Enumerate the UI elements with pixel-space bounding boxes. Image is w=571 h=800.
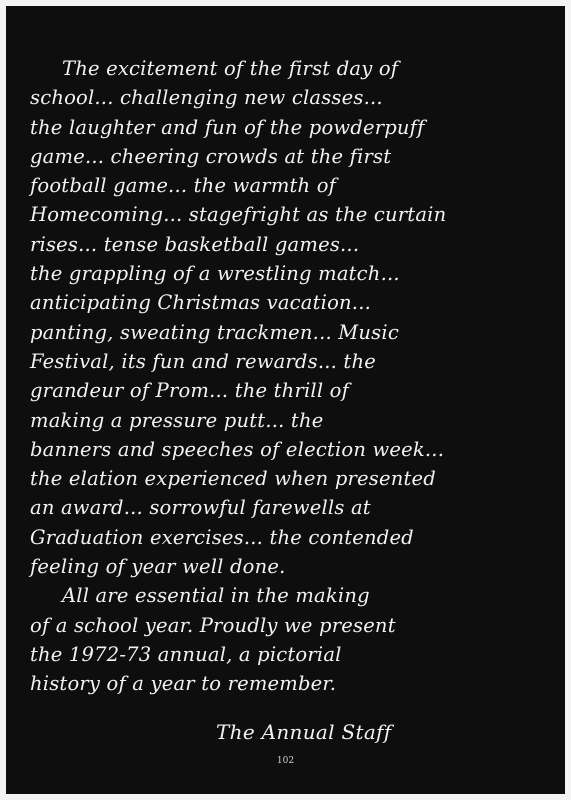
letter-line: feeling of year well done. [30,555,286,579]
letter-line: All are essential in the making [62,584,370,608]
letter-line: making a pressure putt... the [30,408,324,432]
chalkboard-background [6,6,565,794]
letter-line: Graduation exercises... the contended [30,525,414,549]
letter-line: an award... sorrowful farewells at [30,496,371,520]
signature: The Annual Staff [216,720,392,744]
letter-line: Festival, its fun and rewards... the [30,349,376,373]
letter-line: game... cheering crowds at the first [30,144,392,168]
letter-line: grandeur of Prom... the thrill of [30,379,350,403]
letter-line: Homecoming... stagefright as the curtain [30,203,447,227]
letter-line: the laughter and fun of the powderpuff [30,115,425,139]
letter-line: The excitement of the first day of [62,57,399,80]
handwritten-letter [30,54,545,699]
letter-line: football game... the warmth of [30,174,337,198]
letter-line: of a school year. Proudly we present [30,613,396,637]
letter-line: rises... tense basketball games... [30,232,360,256]
letter-line: anticipating Christmas vacation... [30,291,371,315]
letter-line: the 1972-73 annual, a pictorial [30,642,342,666]
letter-line: banners and speeches of election week... [30,437,445,461]
page-number: 102 [276,756,295,766]
letter-line: history of a year to remember. [30,672,337,696]
letter-line: the grappling of a wrestling match... [30,262,400,286]
letter-line: school... challenging new classes... [30,86,383,110]
letter-line: panting, sweating trackmen... Music [30,320,399,344]
letter-line: the elation experienced when presented [30,467,436,491]
